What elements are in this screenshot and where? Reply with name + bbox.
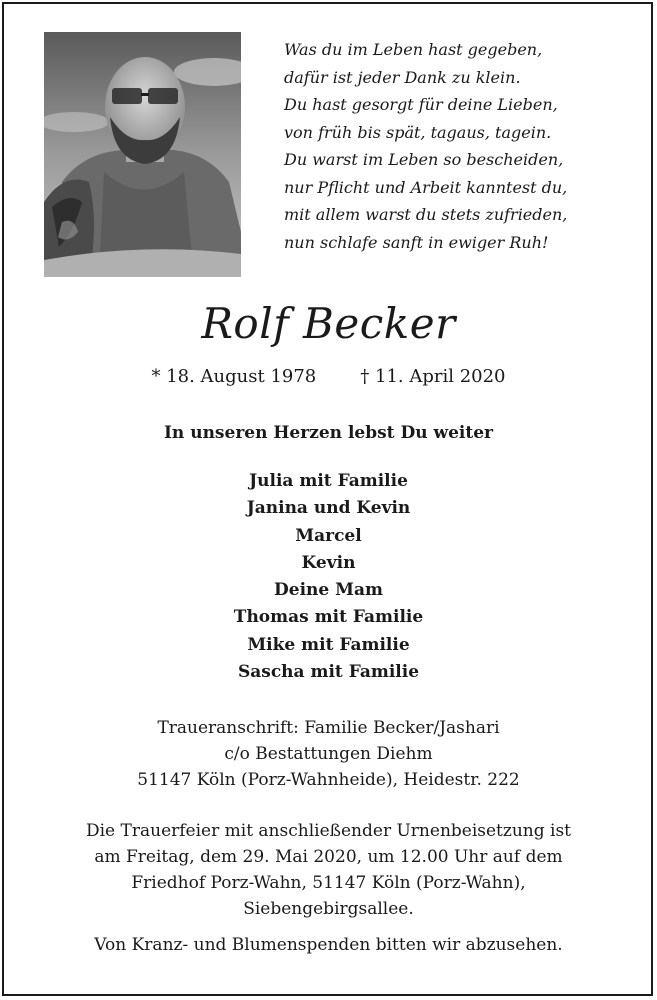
poem-line: nun schlafe sanft in ewiger Ruh! [284,232,549,252]
ceremony-line: Friedhof Porz-Wahn, 51147 Köln (Porz-Wahn), [131,873,526,893]
poem-line: nur Pflicht und Arbeit kanntest du, [284,177,568,197]
portrait-photo [44,32,241,277]
poem-line: mit allem warst du stets zufrieden, [284,205,568,224]
funeral-details [0,818,657,922]
address-line: c/o Bestattungen Diehm [224,744,433,764]
mourner: Deine Mam [274,580,383,601]
flowers-note: Von Kranz- und Blumenspenden bitten wir abzusehen. [94,935,563,955]
birth-date: * 18. August 1978 [151,366,317,387]
ceremony-line: Siebengebirgsallee. [243,899,414,919]
poem-line: Du hast gesorgt für deine Lieben, [284,95,558,114]
address-line: Traueranschrift: Familie Becker/Jashari [157,718,500,738]
mourners-list [0,468,657,686]
ceremony-line: Die Trauerfeier mit anschließender Urnenbeisetzung ist [85,821,572,841]
mourner: Julia mit Familie [249,471,408,491]
mourning-address [0,715,657,793]
poem-line: von früh bis spät, tagaus, tagein. [284,122,552,142]
mourner: Janina und Kevin [246,498,411,519]
address-line: 51147 Köln (Porz-Wahnheide), Heidestr. 222 [137,770,520,790]
poem-line: Was du im Leben hast gegeben, [284,40,543,59]
ceremony-line: am Freitag, dem 29. Mai 2020, um 12.00 Uhr auf dem [94,847,563,867]
mourner: Kevin [301,552,356,573]
mourner: Marcel [295,525,362,546]
poem [284,36,624,256]
poem-line: Du warst im Leben so bescheiden, [284,150,564,169]
poem-line: dafür ist jeder Dank zu klein. [284,67,521,87]
life-dates [0,365,657,389]
mourner: Thomas mit Familie [233,607,424,628]
motto: In unseren Herzen lebst Du weiter [163,423,494,443]
mourner: Sascha mit Familie [237,662,420,683]
mourner: Mike mit Familie [247,634,410,655]
deceased-name: Rolf Becker [201,299,456,348]
death-date: † 11. April 2020 [360,366,506,387]
